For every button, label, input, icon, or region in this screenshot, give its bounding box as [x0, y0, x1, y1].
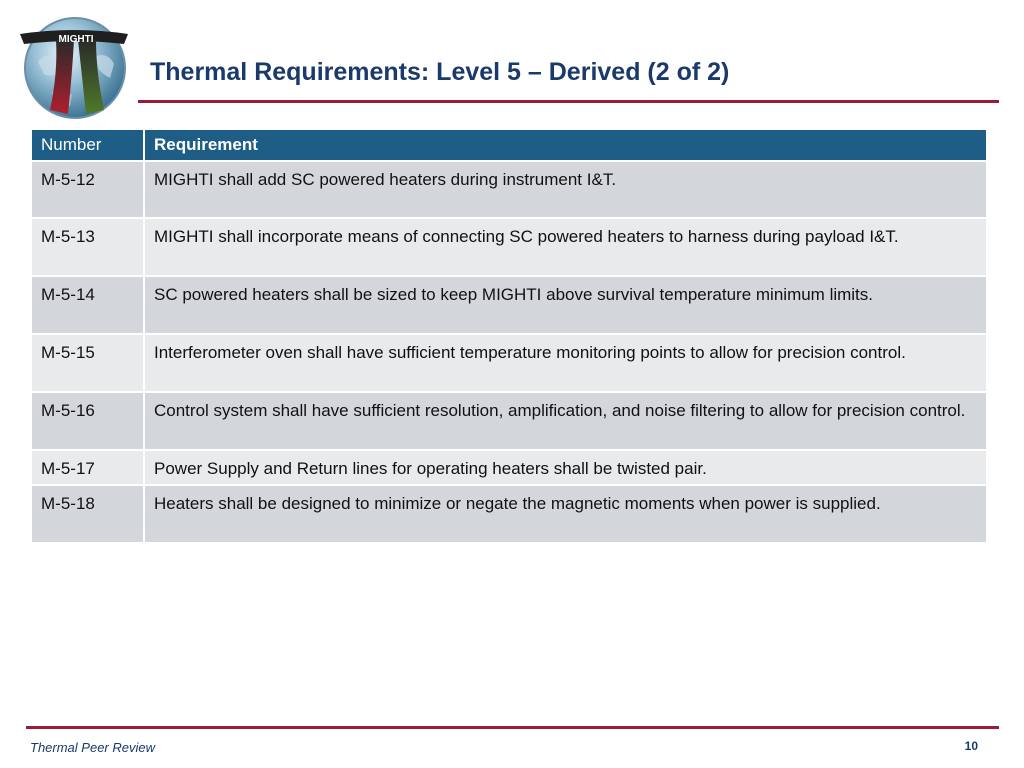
requirement-text: SC powered heaters shall be sized to keep MIGHTI above survival temperature minimum limits. [144, 276, 987, 334]
table-row [31, 161, 987, 218]
table-row [31, 485, 987, 543]
requirement-number: M-5-12 [31, 161, 144, 218]
header-requirement: Requirement [144, 130, 987, 161]
requirement-number: M-5-14 [31, 276, 144, 334]
requirement-text: Power Supply and Return lines for operating heaters shall be twisted pair. [144, 450, 987, 485]
table-header-row [31, 130, 987, 161]
footer-title: Thermal Peer Review [30, 740, 155, 755]
title-divider [138, 100, 999, 103]
mighti-logo [16, 12, 134, 120]
table-row [31, 276, 987, 334]
requirement-text: Control system shall have sufficient resolution, amplification, and noise filtering to allow for precision control. [144, 392, 987, 450]
requirement-text: MIGHTI shall incorporate means of connecting SC powered heaters to harness during payload I&T. [144, 218, 987, 276]
footer-divider [26, 726, 999, 729]
requirement-text: Heaters shall be designed to minimize or negate the magnetic moments when power is supplied. [144, 485, 987, 543]
page-number: 10 [964, 739, 978, 753]
logo-text: MIGHTI [58, 34, 94, 45]
table-row [31, 218, 987, 276]
requirements-table [30, 130, 988, 544]
header-number: Number [31, 130, 144, 161]
table-row [31, 392, 987, 450]
requirement-number: M-5-15 [31, 334, 144, 392]
requirement-number: M-5-16 [31, 392, 144, 450]
requirement-number: M-5-13 [31, 218, 144, 276]
requirement-text: MIGHTI shall add SC powered heaters during instrument I&T. [144, 161, 987, 218]
table-row [31, 334, 987, 392]
page-title: Thermal Requirements: Level 5 – Derived (2 of 2) [150, 58, 730, 86]
requirement-text: Interferometer oven shall have sufficient temperature monitoring points to allow for precision control. [144, 334, 987, 392]
table-row [31, 450, 987, 485]
requirement-number: M-5-17 [31, 450, 144, 485]
requirement-number: M-5-18 [31, 485, 144, 543]
